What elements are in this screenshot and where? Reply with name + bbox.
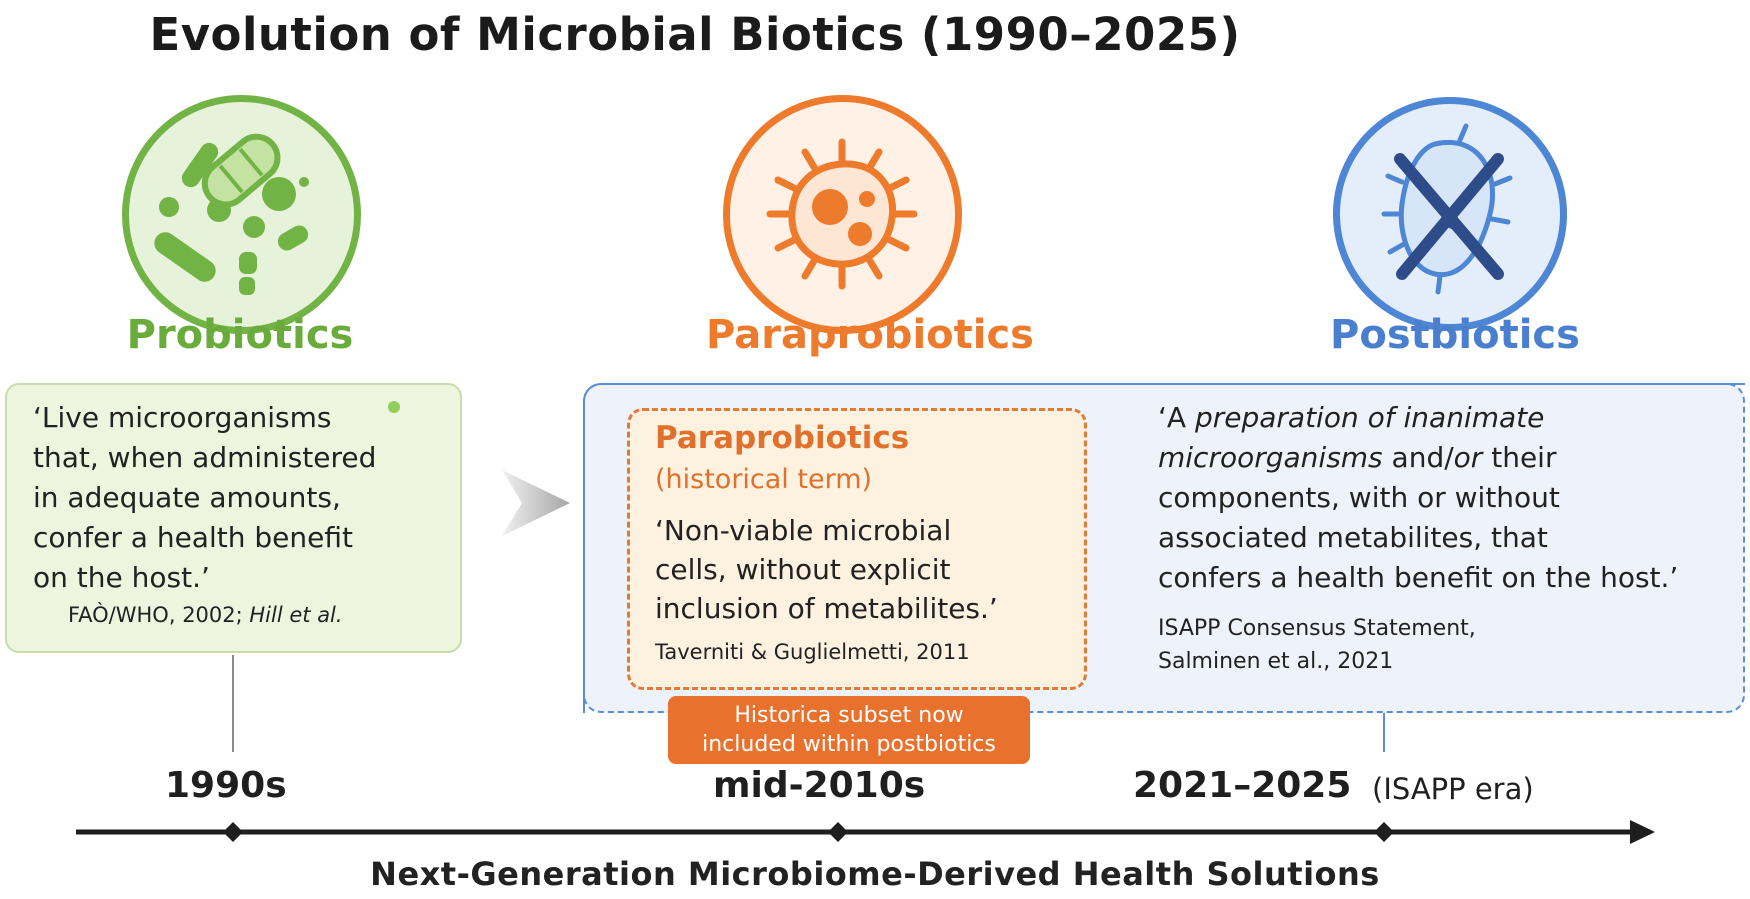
definition-line: that, when administered (33, 441, 377, 474)
definition-text: ‘A (1158, 401, 1195, 434)
citation-line: ISAPP Consensus Statement, (1158, 616, 1476, 641)
era-label-2021-2025: 2021–2025 (1133, 765, 1352, 806)
era-label-mid-2010s: mid-2010s (713, 765, 926, 806)
page-title: Evolution of Microbial Biotics (1990–2025) (149, 8, 1241, 61)
citation-italic: Hill et al. (249, 603, 343, 627)
badge-line: Historica subset now (734, 703, 964, 728)
definition-text: their (1482, 441, 1557, 474)
probiotics-label: Probiotics (126, 312, 354, 358)
postbiotics-label: Postbiotics (1330, 312, 1580, 358)
citation-line: Salminen et al., 2021 (1158, 649, 1394, 674)
timeline-marker (828, 822, 848, 842)
definition-line: cells, without explicit (655, 553, 951, 586)
definition-line: associated metabilites, that (1158, 521, 1548, 554)
footer-caption: Next-Generation Microbiome-Derived Health Solutions (370, 855, 1380, 893)
definition-line: components, with or without (1158, 481, 1560, 514)
badge-line: included within postbiotics (702, 732, 996, 757)
paraprobiotics-box-subtitle: (historical term) (655, 464, 873, 495)
paraprobiotics-label: Paraprobiotics (706, 312, 1034, 358)
definition-line: ‘Non-viable microbial (655, 514, 952, 547)
definition-italic: preparation of inanimate (1194, 401, 1545, 434)
definition-line: ‘Live microorganisms (33, 401, 332, 434)
definition-italic: microorganisms (1158, 441, 1383, 474)
definition-text: and/ (1382, 441, 1454, 474)
definition-line: confers a health benefit on the host.’ (1158, 561, 1679, 594)
paraprobiotics-citation: Taverniti & Guglielmetti, 2011 (655, 640, 970, 664)
paraprobiotics-box-title: Paraprobiotics (655, 420, 910, 456)
era-label-1990s: 1990s (165, 765, 287, 806)
definition-italic: or (1453, 441, 1483, 474)
definition-line: inclusion of metabilites.’ (655, 592, 998, 625)
timeline-marker (223, 822, 243, 842)
definition-line: on the host.’ (33, 561, 210, 594)
timeline-marker (1374, 822, 1394, 842)
era-note: (ISAPP era) (1372, 772, 1534, 806)
definition-line: confer a health benefit (33, 521, 353, 554)
citation-text: FAÒ/WHO, 2002; (68, 603, 250, 627)
definition-line: in adequate amounts, (33, 481, 341, 514)
